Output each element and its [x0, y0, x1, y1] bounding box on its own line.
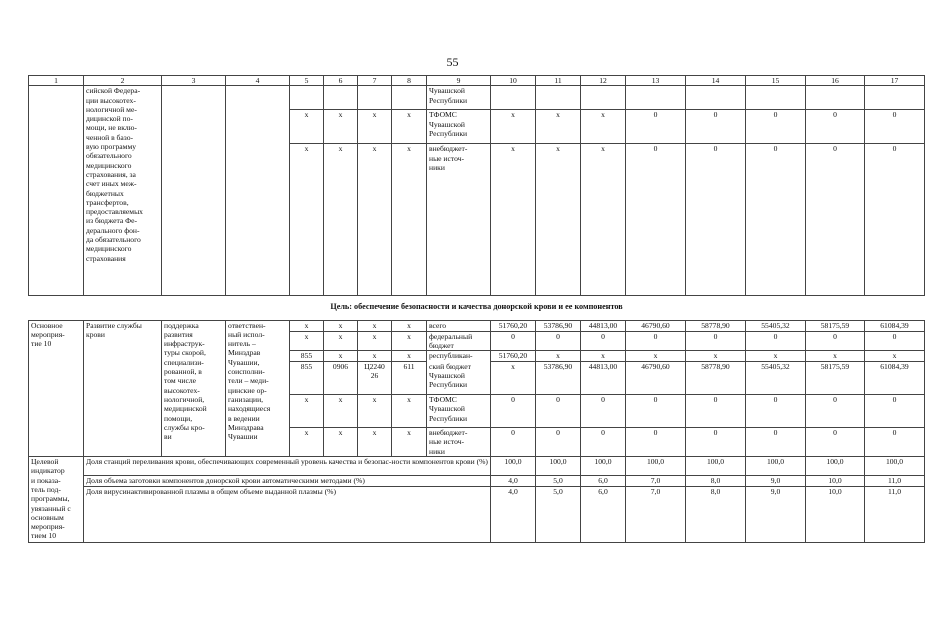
value-cell: х — [746, 351, 806, 362]
cell-line: ный испол- — [228, 329, 265, 339]
header-cell: 14 — [686, 76, 746, 86]
code-cell: х — [290, 331, 324, 351]
cell-empty — [29, 86, 84, 296]
cell-line: ники — [429, 446, 445, 456]
value-cell: 51760,20 — [491, 320, 536, 331]
header-cell: 3 — [162, 76, 226, 86]
cell-line: дицинской по- — [86, 114, 133, 124]
value-cell: 53786,90 — [536, 362, 581, 395]
indicator-text: Доля станций переливания крови, обеспечивающих современный уровень качества и безопас-ности компонентов крови (%) — [84, 457, 491, 476]
code-cell: х — [290, 144, 324, 296]
code-cell: х — [324, 110, 358, 144]
header-row — [29, 76, 925, 86]
cell-empty — [226, 86, 290, 296]
source-cell — [427, 86, 491, 110]
code-cell: 611 — [392, 362, 427, 395]
indicator-value: 9,0 — [746, 476, 806, 487]
value-cell: 0 — [686, 331, 746, 351]
cell-line: ченной в базо- — [86, 132, 134, 142]
value-cell: 0 — [581, 395, 626, 428]
indicator-value: 11,0 — [865, 487, 925, 543]
code-cell: х — [324, 331, 358, 351]
table-row — [29, 86, 925, 110]
indicator-value: 100,0 — [536, 457, 581, 476]
indicator-value: 7,0 — [626, 487, 686, 543]
value-cell: х — [491, 144, 536, 296]
code-cell: х — [358, 428, 392, 457]
cell-line: из бюджета Фе- — [86, 216, 138, 226]
value-cell: х — [491, 362, 536, 395]
header-cell: 5 — [290, 76, 324, 86]
cell-line: мощи, не вклю- — [86, 123, 137, 133]
source-cell — [427, 331, 491, 351]
cell-line: медицинского — [86, 244, 132, 254]
cell-line: помощи, — [164, 413, 193, 423]
indicator-value: 10,0 — [806, 487, 865, 543]
value-cell: 0 — [536, 428, 581, 457]
cell-line: ТФОМС — [429, 395, 457, 405]
value-cell: 0 — [865, 110, 925, 144]
cell-line: мероприя- — [31, 329, 65, 339]
value-cell: 0 — [806, 144, 865, 296]
value-cell: 58175,59 — [806, 320, 865, 331]
indicator-row — [29, 487, 925, 543]
cell-line: страхования — [86, 253, 126, 263]
value-cell: 0 — [581, 428, 626, 457]
value-cell: 0 — [746, 331, 806, 351]
value-cell: х — [865, 351, 925, 362]
code-cell — [358, 86, 392, 110]
code-cell: х — [290, 428, 324, 457]
indicator-value: 9,0 — [746, 487, 806, 543]
indicator-value: 100,0 — [686, 457, 746, 476]
measure-task — [162, 320, 226, 456]
value-cell: 58175,59 — [806, 362, 865, 395]
cell-line: счет иных меж- — [86, 179, 137, 189]
header-cell: 12 — [581, 76, 626, 86]
measure-executor — [226, 320, 290, 456]
value-cell — [626, 86, 686, 110]
cell-line: медицинского — [86, 160, 132, 170]
value-cell: х — [536, 351, 581, 362]
code-cell: х — [290, 320, 324, 331]
cell-line: внебюджет- — [429, 428, 468, 438]
indicator-value: 8,0 — [686, 476, 746, 487]
cell-line: бюджетных — [86, 188, 124, 198]
value-cell: 0 — [746, 395, 806, 428]
cell-line: ции высокотех- — [86, 95, 136, 105]
indicator-value: 5,0 — [536, 476, 581, 487]
header-cell: 4 — [226, 76, 290, 86]
cell-line: ский бюджет — [429, 361, 471, 371]
indicator-label — [29, 457, 84, 543]
header-cell: 7 — [358, 76, 392, 86]
header-cell: 9 — [427, 76, 491, 86]
cell-line: тие 10 — [31, 339, 52, 349]
header-cell: 16 — [806, 76, 865, 86]
value-cell: 0 — [746, 428, 806, 457]
value-cell: 46790,60 — [626, 362, 686, 395]
indicator-value: 6,0 — [581, 487, 626, 543]
cell-line: ответствен- — [228, 320, 266, 330]
cell-line: индикатор — [31, 466, 65, 476]
code-cell: х — [290, 110, 324, 144]
cell-line: программы, — [31, 494, 70, 504]
cell-line: специализи- — [164, 357, 204, 367]
indicator-value: 5,0 — [536, 487, 581, 543]
cell-line: Целевой — [31, 457, 59, 467]
value-cell: 0 — [626, 395, 686, 428]
value-cell: 0 — [686, 395, 746, 428]
value-cell: х — [806, 351, 865, 362]
cell-line: службы кро- — [164, 422, 205, 432]
cell-line: Основное — [31, 320, 63, 330]
value-cell: 0 — [865, 428, 925, 457]
cell-line: Республики — [429, 95, 468, 105]
value-cell: 0 — [536, 395, 581, 428]
value-cell: 44813,00 — [581, 320, 626, 331]
cell-line: тием 10 — [31, 531, 57, 541]
indicator-text: Доля вирусинактивированной плазмы в общем объеме выданной плазмы (%) — [84, 487, 491, 543]
cell-line: страхования, за — [86, 169, 136, 179]
value-cell — [581, 86, 626, 110]
value-cell: 53786,90 — [536, 320, 581, 331]
value-cell: х — [536, 144, 581, 296]
value-cell: 0 — [865, 331, 925, 351]
indicator-value: 6,0 — [581, 476, 626, 487]
indicator-value: 11,0 — [865, 476, 925, 487]
cell-line: дерального фон- — [86, 225, 140, 235]
indicator-text: Доля объема заготовки компонентов донорской крови автоматическими методами (%) — [84, 476, 491, 487]
value-cell: 0 — [686, 144, 746, 296]
code-cell: х — [358, 320, 392, 331]
cell-line: и показа- — [31, 475, 61, 485]
cell-line: тели – меди- — [228, 376, 269, 386]
cell-line: Республики — [429, 380, 468, 390]
source-cell — [427, 351, 491, 362]
source-cell — [427, 395, 491, 428]
cell-line: да обязательного — [86, 235, 141, 245]
value-cell: 0 — [536, 331, 581, 351]
code-cell: х — [358, 110, 392, 144]
code-cell: х — [392, 428, 427, 457]
value-cell: 0 — [686, 428, 746, 457]
cell-line: Минздрава — [228, 422, 264, 432]
code-cell: х — [358, 144, 392, 296]
code-cell: х — [392, 320, 427, 331]
cell-line: соисполни- — [228, 367, 265, 377]
cell-line: рованной, в — [164, 367, 202, 377]
value-cell: х — [536, 110, 581, 144]
value-cell — [686, 86, 746, 110]
value-cell: х — [581, 144, 626, 296]
cell-line: инфраструк- — [164, 339, 205, 349]
value-cell: 55405,32 — [746, 320, 806, 331]
code-cell: х — [324, 320, 358, 331]
header-cell: 8 — [392, 76, 427, 86]
cell-line: увязанный с — [31, 503, 71, 513]
value-cell: 0 — [865, 395, 925, 428]
value-cell: 44813,00 — [581, 362, 626, 395]
code-cell: х — [290, 395, 324, 428]
source-cell — [427, 428, 491, 457]
value-cell: 51760,20 — [491, 351, 536, 362]
code-cell: х — [324, 144, 358, 296]
cell-line: предоставляемых — [86, 207, 143, 217]
value-cell: 0 — [806, 110, 865, 144]
value-cell: 0 — [746, 110, 806, 144]
header-cell: 10 — [491, 76, 536, 86]
code-cell: х — [324, 395, 358, 428]
indicator-value: 100,0 — [865, 457, 925, 476]
indicator-row — [29, 457, 925, 476]
indicator-value: 100,0 — [626, 457, 686, 476]
indicator-value: 7,0 — [626, 476, 686, 487]
budget-table — [28, 75, 925, 543]
cell-line: Минздрав — [228, 348, 261, 358]
cell-line: Чувашии — [228, 432, 258, 442]
value-cell: 0 — [491, 331, 536, 351]
indicator-row — [29, 476, 925, 487]
value-cell: 0 — [626, 428, 686, 457]
indicator-value: 8,0 — [686, 487, 746, 543]
cell-line: нологичной ме- — [86, 104, 137, 114]
code-cell: 0906 — [324, 362, 358, 395]
cell-line: ганизации, — [228, 394, 264, 404]
cell-line: Чувашской — [429, 370, 465, 380]
cell-line: ные источ- — [429, 153, 465, 163]
value-cell: 0 — [865, 144, 925, 296]
cell-line: внебюджет- — [429, 144, 468, 154]
value-cell: 0 — [626, 144, 686, 296]
cell-line: основным — [31, 512, 64, 522]
cell-line: ТФОМС — [429, 110, 457, 120]
header-cell: 2 — [84, 76, 162, 86]
cell-line: Чувашской — [429, 119, 465, 129]
cell-line: бюджет — [429, 340, 454, 350]
cell-line: мероприя- — [31, 522, 65, 532]
cell-line: Республики — [429, 128, 468, 138]
indicator-value: 10,0 — [806, 476, 865, 487]
value-cell: 0 — [626, 331, 686, 351]
value-cell: х — [686, 351, 746, 362]
value-cell: 0 — [686, 110, 746, 144]
code-cell: х — [392, 110, 427, 144]
value-cell: 0 — [806, 331, 865, 351]
value-cell: х — [626, 351, 686, 362]
value-cell: 58778,90 — [686, 320, 746, 331]
indicator-value: 100,0 — [806, 457, 865, 476]
value-cell: х — [581, 351, 626, 362]
cell-line: нологичной, — [164, 394, 205, 404]
header-cell: 6 — [324, 76, 358, 86]
source-cell — [427, 320, 491, 331]
value-cell: 0 — [806, 428, 865, 457]
cell-line: Развитие службы — [86, 320, 142, 330]
header-cell: 15 — [746, 76, 806, 86]
cell-line: Чувашии, — [228, 357, 260, 367]
code-cell: х — [358, 331, 392, 351]
cell-line: федеральный — [429, 331, 473, 341]
code-cell: х — [324, 428, 358, 457]
code-cell: х — [392, 395, 427, 428]
cell-line: сийской Федера- — [86, 86, 141, 96]
cell-line: высокотех- — [164, 385, 200, 395]
cell-line: крови — [86, 329, 105, 339]
source-cell — [427, 362, 491, 395]
cell-line: обязательного — [86, 151, 132, 161]
header-cell: 11 — [536, 76, 581, 86]
value-cell — [491, 86, 536, 110]
value-cell: 46790,60 — [626, 320, 686, 331]
cell-line: вую программу — [86, 142, 137, 152]
header-cell: 1 — [29, 76, 84, 86]
value-cell: 0 — [626, 110, 686, 144]
code-cell: х — [392, 144, 427, 296]
measure-name — [84, 320, 162, 456]
value-cell — [865, 86, 925, 110]
code-cell: х — [324, 351, 358, 362]
indicator-value: 4,0 — [491, 487, 536, 543]
value-cell: 0 — [491, 428, 536, 457]
cell-line: ви — [164, 432, 172, 442]
cell-line: поддержка — [164, 320, 199, 330]
cell-line: том числе — [164, 376, 196, 386]
cell-line: тель под- — [31, 484, 61, 494]
cell-line: ники — [429, 162, 445, 172]
indicator-value: 100,0 — [746, 457, 806, 476]
value-cell: 0 — [746, 144, 806, 296]
indicator-value: 100,0 — [491, 457, 536, 476]
value-cell: х — [581, 110, 626, 144]
value-cell: 0 — [581, 331, 626, 351]
code-cell: х — [392, 331, 427, 351]
code-cell: х — [358, 395, 392, 428]
cell-line: в ведении — [228, 413, 260, 423]
value-cell: 55405,32 — [746, 362, 806, 395]
value-cell: 61084,39 — [865, 362, 925, 395]
measure-label — [29, 320, 84, 456]
value-cell — [536, 86, 581, 110]
code-cell: 855 — [290, 351, 324, 362]
code-cell: х — [358, 351, 392, 362]
value-cell: 61084,39 — [865, 320, 925, 331]
cell-line: трансфертов, — [86, 197, 129, 207]
table-row — [29, 320, 925, 331]
cell-line: медицинской — [164, 404, 207, 414]
cell-line: Республики — [429, 413, 468, 423]
cell-line: Чувашской — [429, 404, 465, 414]
goal-title: Цель: обеспечение безопасности и качества донорской крови и ее компонентов — [330, 302, 623, 312]
value-cell: 58778,90 — [686, 362, 746, 395]
code-cell — [324, 86, 358, 110]
cell-line: развития — [164, 329, 193, 339]
cell-line: всего — [429, 320, 447, 330]
header-cell: 13 — [626, 76, 686, 86]
indicator-value: 100,0 — [581, 457, 626, 476]
value-cell: 0 — [491, 395, 536, 428]
cell-line: туры скорой, — [164, 348, 206, 358]
indicator-value: 4,0 — [491, 476, 536, 487]
code-cell: Ц2240 26 — [358, 362, 392, 395]
cell-line: цинские ор- — [228, 385, 267, 395]
value-cell — [806, 86, 865, 110]
cell-empty — [162, 86, 226, 296]
page-number: 55 — [446, 55, 459, 69]
cell-line: нитель – — [228, 339, 256, 349]
value-cell: 0 — [806, 395, 865, 428]
cell-line: ные источ- — [429, 437, 465, 447]
header-cell: 17 — [865, 76, 925, 86]
cell-line: республикан- — [429, 351, 473, 361]
source-cell — [427, 144, 491, 296]
goal-row — [29, 296, 925, 320]
code-cell: 855 — [290, 362, 324, 395]
cell-line: Чувашской — [429, 86, 465, 96]
value-cell: х — [491, 110, 536, 144]
source-cell — [427, 110, 491, 144]
code-cell: х — [392, 351, 427, 362]
code-cell — [290, 86, 324, 110]
cell-line: находящиеся — [228, 404, 271, 414]
value-cell — [746, 86, 806, 110]
measure-name-cont — [84, 86, 162, 296]
code-cell — [392, 86, 427, 110]
